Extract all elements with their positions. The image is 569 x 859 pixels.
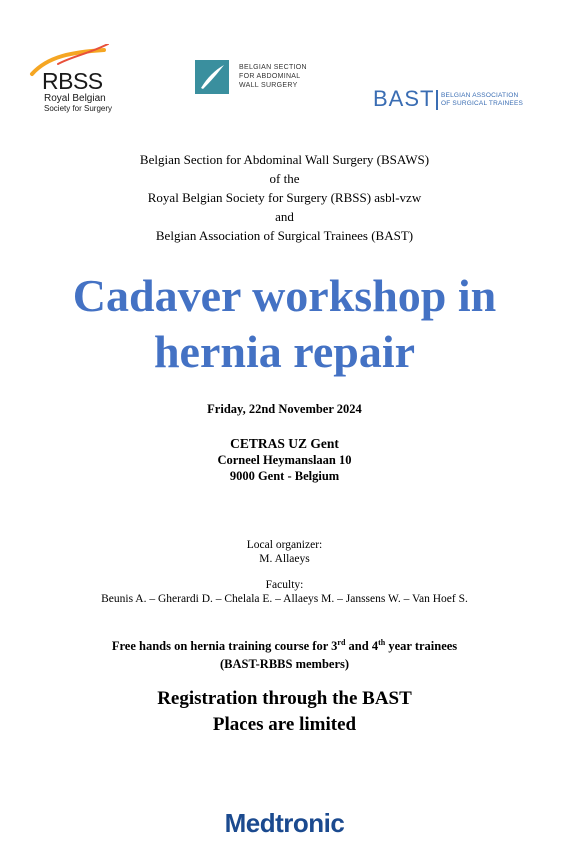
faculty-names: Beunis A. – Gherardi D. – Chelala E. – Allaeys M. – Janssens W. – Van Hoef S.	[101, 593, 468, 605]
title-line-1: Cadaver workshop in	[72, 270, 497, 321]
course-members: (BAST-RBBS members)	[219, 657, 350, 672]
registration-line-2: Places are limited	[212, 714, 357, 735]
bsaws-text	[239, 63, 307, 90]
rbss-logo	[28, 44, 120, 120]
bast-line-1: BELGIAN ASSOCIATION	[441, 92, 519, 99]
organizer-line: Belgian Association of Surgical Trainees (BAST)	[155, 228, 414, 243]
organizers-block	[0, 150, 569, 245]
venue-block	[0, 436, 569, 484]
organizer-line: of the	[269, 171, 300, 186]
bast-line-2: OF SURGICAL TRAINEES	[441, 100, 524, 107]
bsaws-logo	[195, 60, 310, 98]
organizer-line: and	[275, 209, 294, 224]
bast-scalpel-icon	[436, 90, 438, 110]
rbss-subtitle-2: Society for Surgery	[44, 104, 113, 113]
faculty-block	[0, 578, 569, 606]
course-sup-th: th	[378, 638, 386, 647]
local-organizer-label: Local organizer:	[246, 539, 323, 551]
bsaws-mark-icon	[195, 60, 229, 94]
venue-city: 9000 Gent - Belgium	[229, 469, 340, 483]
bast-logo	[373, 88, 533, 116]
course-suffix: year trainees	[385, 639, 458, 654]
event-date: Friday, 22nd November 2024	[207, 402, 362, 416]
faculty-label: Faculty:	[265, 579, 304, 591]
bsaws-line-1: BELGIAN SECTION	[239, 64, 307, 71]
organizer-line: Royal Belgian Society for Surgery (RBSS) asbl-vzw	[147, 190, 422, 205]
organizer-line: Belgian Section for Abdominal Wall Surgery (BSAWS)	[139, 152, 430, 167]
registration-block	[0, 686, 569, 738]
course-line	[0, 634, 569, 655]
bast-wordmark: BAST	[373, 86, 435, 111]
local-organizer-block	[0, 538, 569, 566]
course-mid: and 4	[345, 639, 379, 654]
course-prefix: Free hands on hernia training course for 3	[111, 639, 338, 654]
rbss-wordmark: RBSS	[42, 68, 103, 94]
course-description	[0, 634, 569, 673]
registration-line-1: Registration through the BAST	[157, 688, 412, 709]
local-organizer-name: M. Allaeys	[259, 553, 310, 565]
bsaws-line-2: FOR ABDOMINAL	[239, 73, 301, 80]
medtronic-logo: Medtronic	[224, 808, 345, 838]
venue-street: Corneel Heymanslaan 10	[217, 453, 352, 467]
page-title	[0, 268, 569, 380]
title-line-2: hernia repair	[153, 326, 416, 377]
course-sup-rd: rd	[337, 638, 346, 647]
venue-name: CETRAS UZ Gent	[230, 436, 339, 451]
rbss-subtitle-1: Royal Belgian	[44, 93, 106, 104]
bast-subtitle	[441, 92, 523, 108]
bsaws-line-3: WALL SURGERY	[239, 82, 298, 89]
